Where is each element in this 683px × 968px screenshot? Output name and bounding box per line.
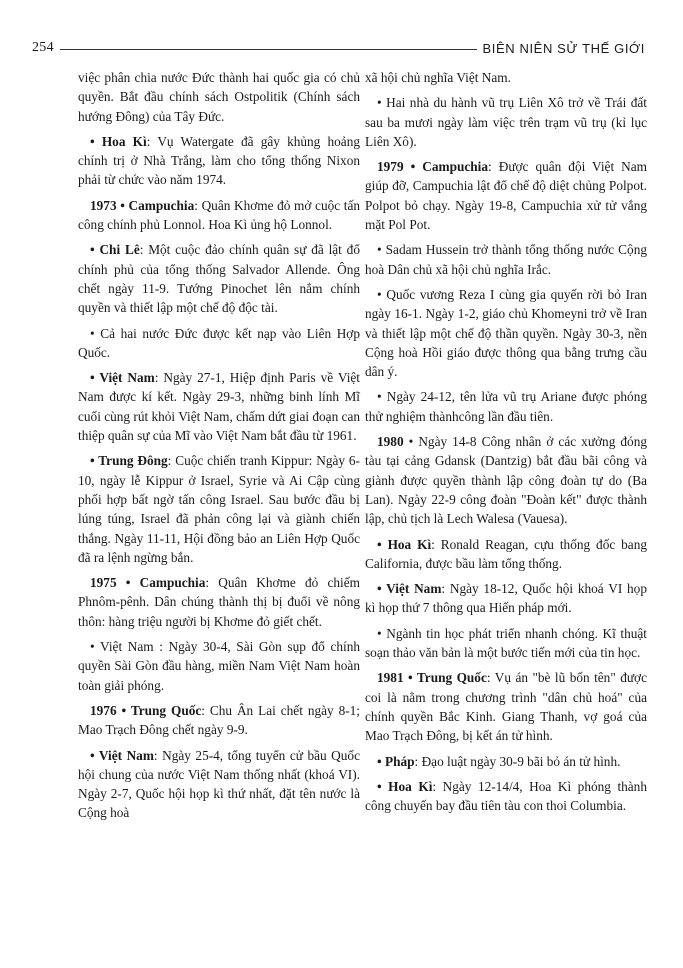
running-title: BIÊN NIÊN SỬ THẾ GIỚI <box>482 40 645 56</box>
header-rule <box>60 49 477 50</box>
left-column <box>78 68 360 829</box>
paragraph: • Pháp: Đạo luật ngày 30-9 bãi bỏ án tử hình. <box>377 753 621 769</box>
paragraph: 1981 • Trung Quốc: Vụ án "bè lũ bốn tên" được coi là nằm trong chương trình "dân chủ hoá" của chính quyền Bắc Kinh. Giang Thanh, vợ goá của Mao Trạch Đông, bị kết án tử hình. <box>365 670 647 744</box>
paragraph: • Việt Nam: Ngày 18-12, Quốc hội khoá VI họp kì họp thứ 7 thông qua Hiến pháp mới. <box>365 581 647 616</box>
paragraph: • Ngày 24-12, tên lửa vũ trụ Ariane được phóng thử nghiệm thànhcông lần đầu tiên. <box>365 389 647 424</box>
paragraph: • Chi Lê: Một cuộc đảo chính quân sự đã lật đổ chính phủ của tổng thống Salvador Allende. Ông chết ngày 11-9. Tướng Pinochet lên nắm chính quyền và thiết lập một chế độ độc tài. <box>78 242 360 316</box>
paragraph: • Hai nhà du hành vũ trụ Liên Xô trở về Trái đất sau ba mươi ngày làm việc trên trạm vũ trụ (kỉ lục Liên Xô). <box>365 95 647 149</box>
paragraph: • Hoa Kì: Ngày 12-14/4, Hoa Kì phóng thành công chuyến bay đầu tiên tàu con thoi Columbia. <box>365 778 647 814</box>
paragraph: • Hoa Kì: Ronald Reagan, cựu thống đốc bang California, được bầu làm tổng thống. <box>365 536 647 571</box>
right-column <box>365 68 647 821</box>
paragraph: 1979 • Campuchia: Được quân đội Việt Nam giúp đỡ, Campuchia lật đổ chế độ diệt chủng Polpot. Polpot bỏ chạy. Ngày 19-8, Campuchia xử tử vắng mặt Pol Pot. <box>365 159 647 233</box>
paragraph: xã hội chủ nghĩa Việt Nam. <box>365 70 511 85</box>
paragraph: • Cả hai nước Đức được kết nạp vào Liên Hợp Quốc. <box>78 325 360 360</box>
paragraph: • Quốc vương Reza I cùng gia quyến rời bỏ Iran ngày 16-1. Ngày 1-2, giáo chủ Khomeyni trở về Iran và thiết lập một chế độ thần quyền. Ngày 30-3, nền Cộng hoà Hồi giáo được thông qua bằng trưng cầu dân ý. <box>365 286 647 380</box>
paragraph: • Trung Đông: Cuộc chiến tranh Kippur: Ngày 6-10, ngày lễ Kippur ở Israel, Syrie và Ai Cập cùng phối hợp bất ngờ tấn công Israel. Sau bước đầu bị lúng túng, Israel đã phản công lại và giành chiến thắng. Ngày 11-11, Hội đồng bảo an Liên Hợp Quốc đã ra lệnh ngừng bắn. <box>78 453 360 565</box>
paragraph: • Việt Nam : Ngày 30-4, Sài Gòn sụp đổ chính quyền Sài Gòn đầu hàng, miền Nam Việt Nam hoàn toàn giải phóng. <box>78 639 360 693</box>
paragraph: • Sadam Hussein trở thành tổng thống nước Cộng hoà Dân chủ xã hội chủ nghĩa Irắc. <box>365 242 647 277</box>
paragraph: • Hoa Kì: Vụ Watergate đã gây khủng hoảng chính trị ở Nhà Trắng, làm cho tổng thống Nixon phải từ chức vào năm 1974. <box>78 133 360 188</box>
paragraph: 1975 • Campuchia: Quân Khơme đỏ chiếm Phnôm-pênh. Dân chúng thành thị bị đuổi về nông thôn: hàng triệu người bị Khơme đỏ giết chết. <box>78 575 361 629</box>
page-header <box>32 38 645 58</box>
paragraph: 1980 • Ngày 14-8 Công nhân ở các xưởng đóng tàu tại cảng Gdansk (Dantzig) bắt đầu bãi công và giành được quyền thành lập công đoàn tự do (Ba Lan). Ngày 22-9 công đoàn "Đoàn kết" được thành lập, chủ tịch là Lech Walesa (Vauesa). <box>365 434 647 527</box>
page-number: 254 <box>32 40 54 55</box>
paragraph: • Việt Nam: Ngày 27-1, Hiệp định Paris về Việt Nam được kí kết. Ngày 29-3, những binh lính Mĩ cuối cùng rút khỏi Việt Nam, chấm dứt giai đoạn can thiệp quân sự của Mĩ vào Việt Nam bắt đầu từ 1961. <box>78 370 361 444</box>
paragraph: • Ngành tin học phát triển nhanh chóng. Kĩ thuật soạn thảo văn bản là một bước tiến mới của tin học. <box>365 625 647 661</box>
paragraph: 1976 • Trung Quốc: Chu Ân Lai chết ngày 8-1; Mao Trạch Đông chết ngày 9-9. <box>78 702 360 738</box>
paragraph: việc phân chia nước Đức thành hai quốc gia có chủ quyền. Bắt đầu chính sách Ostpolitik (Chính sách hướng Đông) của Tây Đức. <box>78 70 360 124</box>
paragraph: 1973 • Campuchia: Quân Khơme đỏ mở cuộc tấn công chính phủ Lonnol. Hoa Kì ủng hộ Lonnol. <box>78 197 361 233</box>
paragraph: • Việt Nam: Ngày 25-4, tổng tuyển cử bầu Quốc hội chung của nước Việt Nam thống nhất (khoá VI). Ngày 2-7, Quốc hội họp kì thứ nhất, đặt tên nước là Cộng hoà <box>78 747 360 821</box>
